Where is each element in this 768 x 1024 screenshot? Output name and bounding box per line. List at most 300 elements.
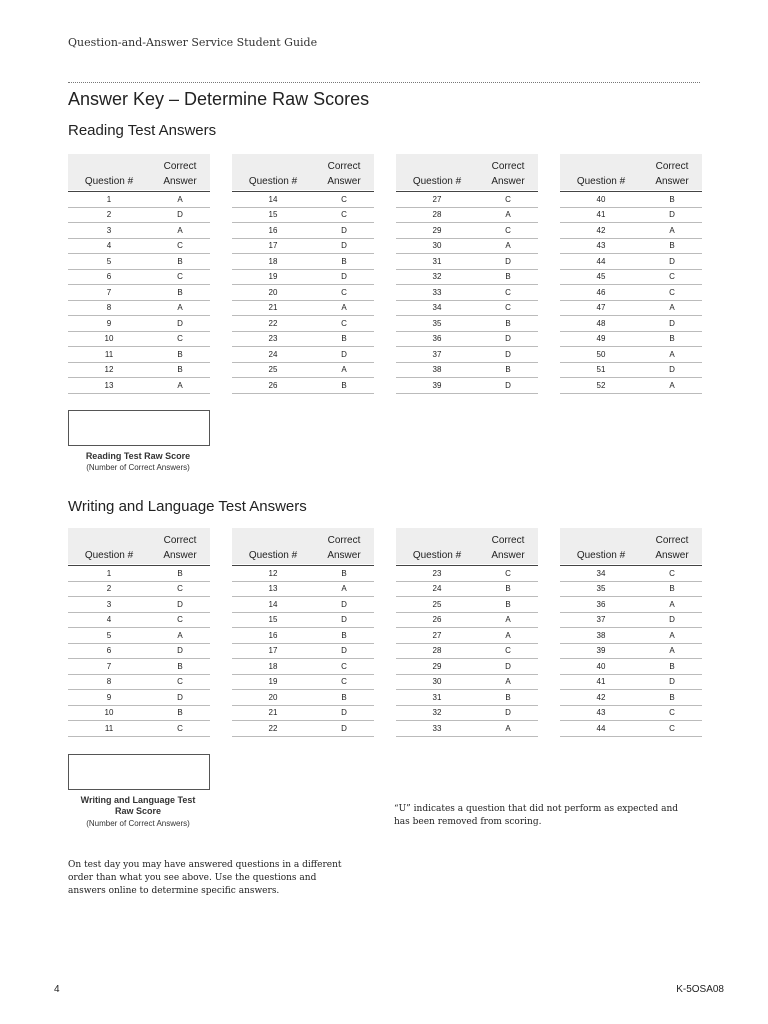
table-row <box>396 721 538 737</box>
order-note <box>68 859 342 898</box>
table-row <box>560 581 702 597</box>
correct-answer-cell: C <box>642 721 702 737</box>
correct-answer-cell: B <box>314 690 374 706</box>
order-note-line: answers online to determine specific answers. <box>68 886 280 896</box>
column-header-answer <box>314 154 374 192</box>
column-header-answer-line1: Correct <box>491 161 525 172</box>
question-number-cell: 18 <box>232 254 314 270</box>
question-number-cell: 44 <box>560 721 642 737</box>
question-number-cell: 24 <box>396 581 478 597</box>
correct-answer-cell: A <box>642 628 702 644</box>
correct-answer-cell: A <box>478 674 538 690</box>
correct-answer-cell: D <box>478 254 538 270</box>
column-header-question <box>560 528 642 566</box>
writing-raw-score-label-line1: Writing and Language Test <box>80 795 196 805</box>
document-code: K-5OSA08 <box>676 984 724 995</box>
question-number-cell: 31 <box>396 690 478 706</box>
table-row <box>68 331 210 347</box>
correct-answer-cell: A <box>642 378 702 394</box>
correct-answer-cell: B <box>642 659 702 675</box>
correct-answer-cell: D <box>478 347 538 363</box>
table-row <box>560 254 702 270</box>
correct-answer-cell: A <box>478 612 538 628</box>
table-row <box>232 316 374 332</box>
question-number-cell: 29 <box>396 223 478 239</box>
column-header-question-label: Question # <box>248 550 298 561</box>
correct-answer-cell: B <box>150 705 210 721</box>
correct-answer-cell: C <box>150 581 210 597</box>
question-number-cell: 1 <box>68 566 150 582</box>
table-row <box>560 347 702 363</box>
correct-answer-cell: C <box>642 285 702 301</box>
column-header-answer-line1: Correct <box>327 535 361 546</box>
correct-answer-cell: B <box>150 254 210 270</box>
table-row <box>560 378 702 394</box>
question-number-cell: 23 <box>396 566 478 582</box>
table-row <box>68 316 210 332</box>
question-number-cell: 43 <box>560 238 642 254</box>
correct-answer-cell: C <box>150 674 210 690</box>
correct-answer-cell: B <box>478 597 538 613</box>
table-row <box>560 597 702 613</box>
correct-answer-cell: B <box>478 581 538 597</box>
table-header-row <box>560 154 702 192</box>
table-row <box>396 300 538 316</box>
question-number-cell: 13 <box>232 581 314 597</box>
correct-answer-cell: A <box>478 238 538 254</box>
table-row <box>396 347 538 363</box>
table-row <box>232 223 374 239</box>
reading-answer-table <box>68 154 210 394</box>
table-row <box>232 238 374 254</box>
question-number-cell: 24 <box>232 347 314 363</box>
question-number-cell: 8 <box>68 674 150 690</box>
table-row <box>68 628 210 644</box>
question-number-cell: 11 <box>68 721 150 737</box>
correct-answer-cell: D <box>642 674 702 690</box>
question-number-cell: 9 <box>68 316 150 332</box>
question-number-cell: 52 <box>560 378 642 394</box>
question-number-cell: 28 <box>396 643 478 659</box>
table-row <box>232 659 374 675</box>
question-number-cell: 36 <box>560 597 642 613</box>
writing-answer-table <box>396 528 538 737</box>
correct-answer-cell: B <box>150 362 210 378</box>
question-number-cell: 46 <box>560 285 642 301</box>
question-number-cell: 48 <box>560 316 642 332</box>
writing-answer-table <box>68 528 210 737</box>
correct-answer-cell: C <box>642 269 702 285</box>
question-number-cell: 37 <box>396 347 478 363</box>
reading-answer-table <box>560 154 702 394</box>
question-number-cell: 3 <box>68 597 150 613</box>
correct-answer-cell: A <box>642 300 702 316</box>
correct-answer-cell: C <box>150 269 210 285</box>
column-header-question-label: Question # <box>576 176 626 187</box>
table-header-row <box>232 154 374 192</box>
column-header-answer-line2: Answer <box>163 176 197 187</box>
u-note-line: has been removed from scoring. <box>394 817 542 827</box>
question-number-cell: 16 <box>232 628 314 644</box>
table-row <box>232 254 374 270</box>
table-row <box>68 674 210 690</box>
question-number-cell: 42 <box>560 690 642 706</box>
table-row <box>232 285 374 301</box>
table-row <box>396 238 538 254</box>
table-row <box>560 628 702 644</box>
table-header-row <box>68 154 210 192</box>
table-row <box>232 643 374 659</box>
question-number-cell: 41 <box>560 674 642 690</box>
question-number-cell: 6 <box>68 269 150 285</box>
question-number-cell: 23 <box>232 331 314 347</box>
column-header-answer-line2: Answer <box>327 550 361 561</box>
correct-answer-cell: C <box>642 566 702 582</box>
question-number-cell: 4 <box>68 612 150 628</box>
correct-answer-cell: D <box>642 362 702 378</box>
correct-answer-cell: B <box>314 331 374 347</box>
table-row <box>396 612 538 628</box>
question-number-cell: 45 <box>560 269 642 285</box>
order-note-line: order than what you see above. Use the questions and <box>68 873 317 883</box>
question-number-cell: 30 <box>396 674 478 690</box>
correct-answer-cell: C <box>642 705 702 721</box>
reading-answer-tables <box>68 154 702 394</box>
page-number: 4 <box>54 984 60 995</box>
reading-raw-score-label: Reading Test Raw Score <box>85 451 191 461</box>
column-header-answer <box>642 154 702 192</box>
table-row <box>68 705 210 721</box>
table-row <box>68 597 210 613</box>
question-number-cell: 9 <box>68 690 150 706</box>
reading-answer-table <box>232 154 374 394</box>
column-header-question <box>232 154 314 192</box>
table-row <box>396 597 538 613</box>
table-header-row <box>560 528 702 566</box>
correct-answer-cell: A <box>642 347 702 363</box>
writing-answer-tables <box>68 528 702 738</box>
question-number-cell: 19 <box>232 269 314 285</box>
question-number-cell: 49 <box>560 331 642 347</box>
question-number-cell: 6 <box>68 643 150 659</box>
table-row <box>68 581 210 597</box>
correct-answer-cell: D <box>314 223 374 239</box>
table-row <box>68 362 210 378</box>
reading-answer-table <box>396 154 538 394</box>
question-number-cell: 14 <box>232 597 314 613</box>
column-header-question <box>560 154 642 192</box>
correct-answer-cell: B <box>150 285 210 301</box>
table-row <box>560 238 702 254</box>
u-note-line: “U” indicates a question that did not perform as expected and <box>394 804 679 814</box>
correct-answer-cell: D <box>478 378 538 394</box>
table-row <box>232 581 374 597</box>
correct-answer-cell: B <box>314 628 374 644</box>
question-number-cell: 32 <box>396 269 478 285</box>
column-header-answer-line2: Answer <box>163 550 197 561</box>
table-header-row <box>232 528 374 566</box>
correct-answer-cell: D <box>314 597 374 613</box>
correct-answer-cell: B <box>642 238 702 254</box>
writing-raw-score-label-line2: Raw Score <box>114 806 162 816</box>
question-number-cell: 2 <box>68 581 150 597</box>
question-number-cell: 15 <box>232 207 314 223</box>
column-header-answer-line1: Correct <box>163 535 197 546</box>
correct-answer-cell: C <box>478 300 538 316</box>
question-number-cell: 14 <box>232 192 314 208</box>
table-row <box>232 347 374 363</box>
column-header-answer <box>478 528 538 566</box>
question-number-cell: 22 <box>232 721 314 737</box>
page-title: Answer Key – Determine Raw Scores <box>68 89 370 109</box>
correct-answer-cell: A <box>314 362 374 378</box>
table-row <box>232 207 374 223</box>
question-number-cell: 15 <box>232 612 314 628</box>
question-number-cell: 39 <box>396 378 478 394</box>
question-number-cell: 27 <box>396 628 478 644</box>
correct-answer-cell: D <box>150 597 210 613</box>
question-number-cell: 17 <box>232 643 314 659</box>
column-header-question-label: Question # <box>84 176 134 187</box>
correct-answer-cell: C <box>478 223 538 239</box>
column-header-answer-line1: Correct <box>327 161 361 172</box>
table-row <box>396 192 538 208</box>
question-number-cell: 21 <box>232 705 314 721</box>
table-row <box>232 378 374 394</box>
question-number-cell: 29 <box>396 659 478 675</box>
reading-heading: Reading Test Answers <box>68 122 217 139</box>
correct-answer-cell: B <box>642 192 702 208</box>
guide-title: Question-and-Answer Service Student Guide <box>68 36 318 49</box>
question-number-cell: 44 <box>560 254 642 270</box>
table-row <box>560 566 702 582</box>
question-number-cell: 11 <box>68 347 150 363</box>
question-number-cell: 3 <box>68 223 150 239</box>
table-row <box>232 705 374 721</box>
table-row <box>396 285 538 301</box>
table-row <box>560 223 702 239</box>
table-row <box>560 316 702 332</box>
table-row <box>68 659 210 675</box>
table-row <box>68 207 210 223</box>
question-number-cell: 7 <box>68 659 150 675</box>
writing-answer-table <box>560 528 702 737</box>
dotted-divider <box>68 82 700 83</box>
column-header-question-label: Question # <box>84 550 134 561</box>
correct-answer-cell: C <box>314 659 374 675</box>
correct-answer-cell: B <box>478 362 538 378</box>
question-number-cell: 4 <box>68 238 150 254</box>
table-row <box>68 347 210 363</box>
column-header-question <box>232 528 314 566</box>
correct-answer-cell: A <box>478 628 538 644</box>
correct-answer-cell: B <box>150 659 210 675</box>
question-number-cell: 36 <box>396 331 478 347</box>
table-row <box>232 362 374 378</box>
table-row <box>396 362 538 378</box>
question-number-cell: 43 <box>560 705 642 721</box>
table-row <box>396 316 538 332</box>
correct-answer-cell: A <box>314 300 374 316</box>
question-number-cell: 7 <box>68 285 150 301</box>
reading-raw-score-sublabel: (Number of Correct Answers) <box>86 463 190 472</box>
question-number-cell: 8 <box>68 300 150 316</box>
correct-answer-cell: D <box>642 612 702 628</box>
question-number-cell: 21 <box>232 300 314 316</box>
question-number-cell: 38 <box>396 362 478 378</box>
column-header-question <box>396 528 478 566</box>
correct-answer-cell: A <box>150 192 210 208</box>
table-row <box>68 285 210 301</box>
question-number-cell: 18 <box>232 659 314 675</box>
question-number-cell: 47 <box>560 300 642 316</box>
table-row <box>232 300 374 316</box>
column-header-answer-line1: Correct <box>163 161 197 172</box>
correct-answer-cell: D <box>314 705 374 721</box>
question-number-cell: 30 <box>396 238 478 254</box>
u-note <box>394 803 678 829</box>
column-header-question-label: Question # <box>412 176 462 187</box>
table-row <box>396 331 538 347</box>
correct-answer-cell: C <box>478 643 538 659</box>
table-row <box>560 690 702 706</box>
table-row <box>68 238 210 254</box>
correct-answer-cell: A <box>150 223 210 239</box>
table-row <box>68 721 210 737</box>
correct-answer-cell: C <box>150 721 210 737</box>
table-row <box>560 300 702 316</box>
correct-answer-cell: B <box>150 347 210 363</box>
table-row <box>560 643 702 659</box>
correct-answer-cell: C <box>478 192 538 208</box>
table-row <box>68 566 210 582</box>
question-number-cell: 35 <box>396 316 478 332</box>
correct-answer-cell: D <box>478 705 538 721</box>
table-row <box>396 378 538 394</box>
correct-answer-cell: B <box>642 331 702 347</box>
writing-heading: Writing and Language Test Answers <box>68 498 307 515</box>
column-header-answer-line2: Answer <box>491 550 525 561</box>
table-row <box>68 269 210 285</box>
column-header-answer-line1: Correct <box>655 535 689 546</box>
column-header-answer <box>150 154 210 192</box>
table-row <box>396 269 538 285</box>
table-row <box>396 690 538 706</box>
column-header-answer-line2: Answer <box>327 176 361 187</box>
question-number-cell: 19 <box>232 674 314 690</box>
table-row <box>396 643 538 659</box>
table-row <box>232 674 374 690</box>
column-header-question-label: Question # <box>576 550 626 561</box>
correct-answer-cell: D <box>314 269 374 285</box>
question-number-cell: 12 <box>232 566 314 582</box>
correct-answer-cell: D <box>314 643 374 659</box>
correct-answer-cell: D <box>314 347 374 363</box>
question-number-cell: 27 <box>396 192 478 208</box>
question-number-cell: 20 <box>232 285 314 301</box>
table-row <box>396 674 538 690</box>
table-row <box>68 300 210 316</box>
correct-answer-cell: D <box>150 207 210 223</box>
correct-answer-cell: A <box>478 721 538 737</box>
column-header-question <box>68 528 150 566</box>
column-header-answer <box>150 528 210 566</box>
table-row <box>68 223 210 239</box>
question-number-cell: 40 <box>560 659 642 675</box>
correct-answer-cell: D <box>478 331 538 347</box>
writing-raw-score-box[interactable] <box>68 754 210 790</box>
correct-answer-cell: D <box>642 207 702 223</box>
column-header-answer-line1: Correct <box>655 161 689 172</box>
table-row <box>560 721 702 737</box>
order-note-line: On test day you may have answered questions in a different <box>68 860 342 870</box>
question-number-cell: 40 <box>560 192 642 208</box>
table-row <box>396 566 538 582</box>
question-number-cell: 25 <box>232 362 314 378</box>
table-row <box>396 207 538 223</box>
table-row <box>68 643 210 659</box>
table-row <box>396 223 538 239</box>
question-number-cell: 34 <box>396 300 478 316</box>
reading-raw-score-box[interactable] <box>68 410 210 446</box>
question-number-cell: 5 <box>68 628 150 644</box>
table-header-row <box>68 528 210 566</box>
question-number-cell: 16 <box>232 223 314 239</box>
correct-answer-cell: C <box>314 674 374 690</box>
column-header-answer <box>642 528 702 566</box>
table-row <box>560 207 702 223</box>
column-header-answer-line2: Answer <box>491 176 525 187</box>
table-row <box>68 254 210 270</box>
question-number-cell: 10 <box>68 705 150 721</box>
question-number-cell: 25 <box>396 597 478 613</box>
question-number-cell: 50 <box>560 347 642 363</box>
correct-answer-cell: C <box>478 285 538 301</box>
question-number-cell: 26 <box>232 378 314 394</box>
correct-answer-cell: C <box>150 331 210 347</box>
correct-answer-cell: D <box>150 643 210 659</box>
table-row <box>560 705 702 721</box>
question-number-cell: 35 <box>560 581 642 597</box>
table-row <box>396 628 538 644</box>
question-number-cell: 28 <box>396 207 478 223</box>
correct-answer-cell: D <box>314 238 374 254</box>
table-row <box>232 192 374 208</box>
correct-answer-cell: C <box>314 316 374 332</box>
correct-answer-cell: C <box>314 207 374 223</box>
correct-answer-cell: A <box>642 223 702 239</box>
table-row <box>68 612 210 628</box>
correct-answer-cell: C <box>150 612 210 628</box>
table-row <box>232 331 374 347</box>
column-header-answer <box>314 528 374 566</box>
table-row <box>396 581 538 597</box>
correct-answer-cell: C <box>314 192 374 208</box>
question-number-cell: 33 <box>396 721 478 737</box>
question-number-cell: 37 <box>560 612 642 628</box>
table-row <box>396 705 538 721</box>
question-number-cell: 2 <box>68 207 150 223</box>
table-row <box>560 192 702 208</box>
question-number-cell: 38 <box>560 628 642 644</box>
question-number-cell: 1 <box>68 192 150 208</box>
table-row <box>560 612 702 628</box>
correct-answer-cell: B <box>478 316 538 332</box>
column-header-answer-line1: Correct <box>491 535 525 546</box>
table-row <box>560 674 702 690</box>
correct-answer-cell: A <box>478 207 538 223</box>
column-header-answer-line2: Answer <box>655 176 689 187</box>
